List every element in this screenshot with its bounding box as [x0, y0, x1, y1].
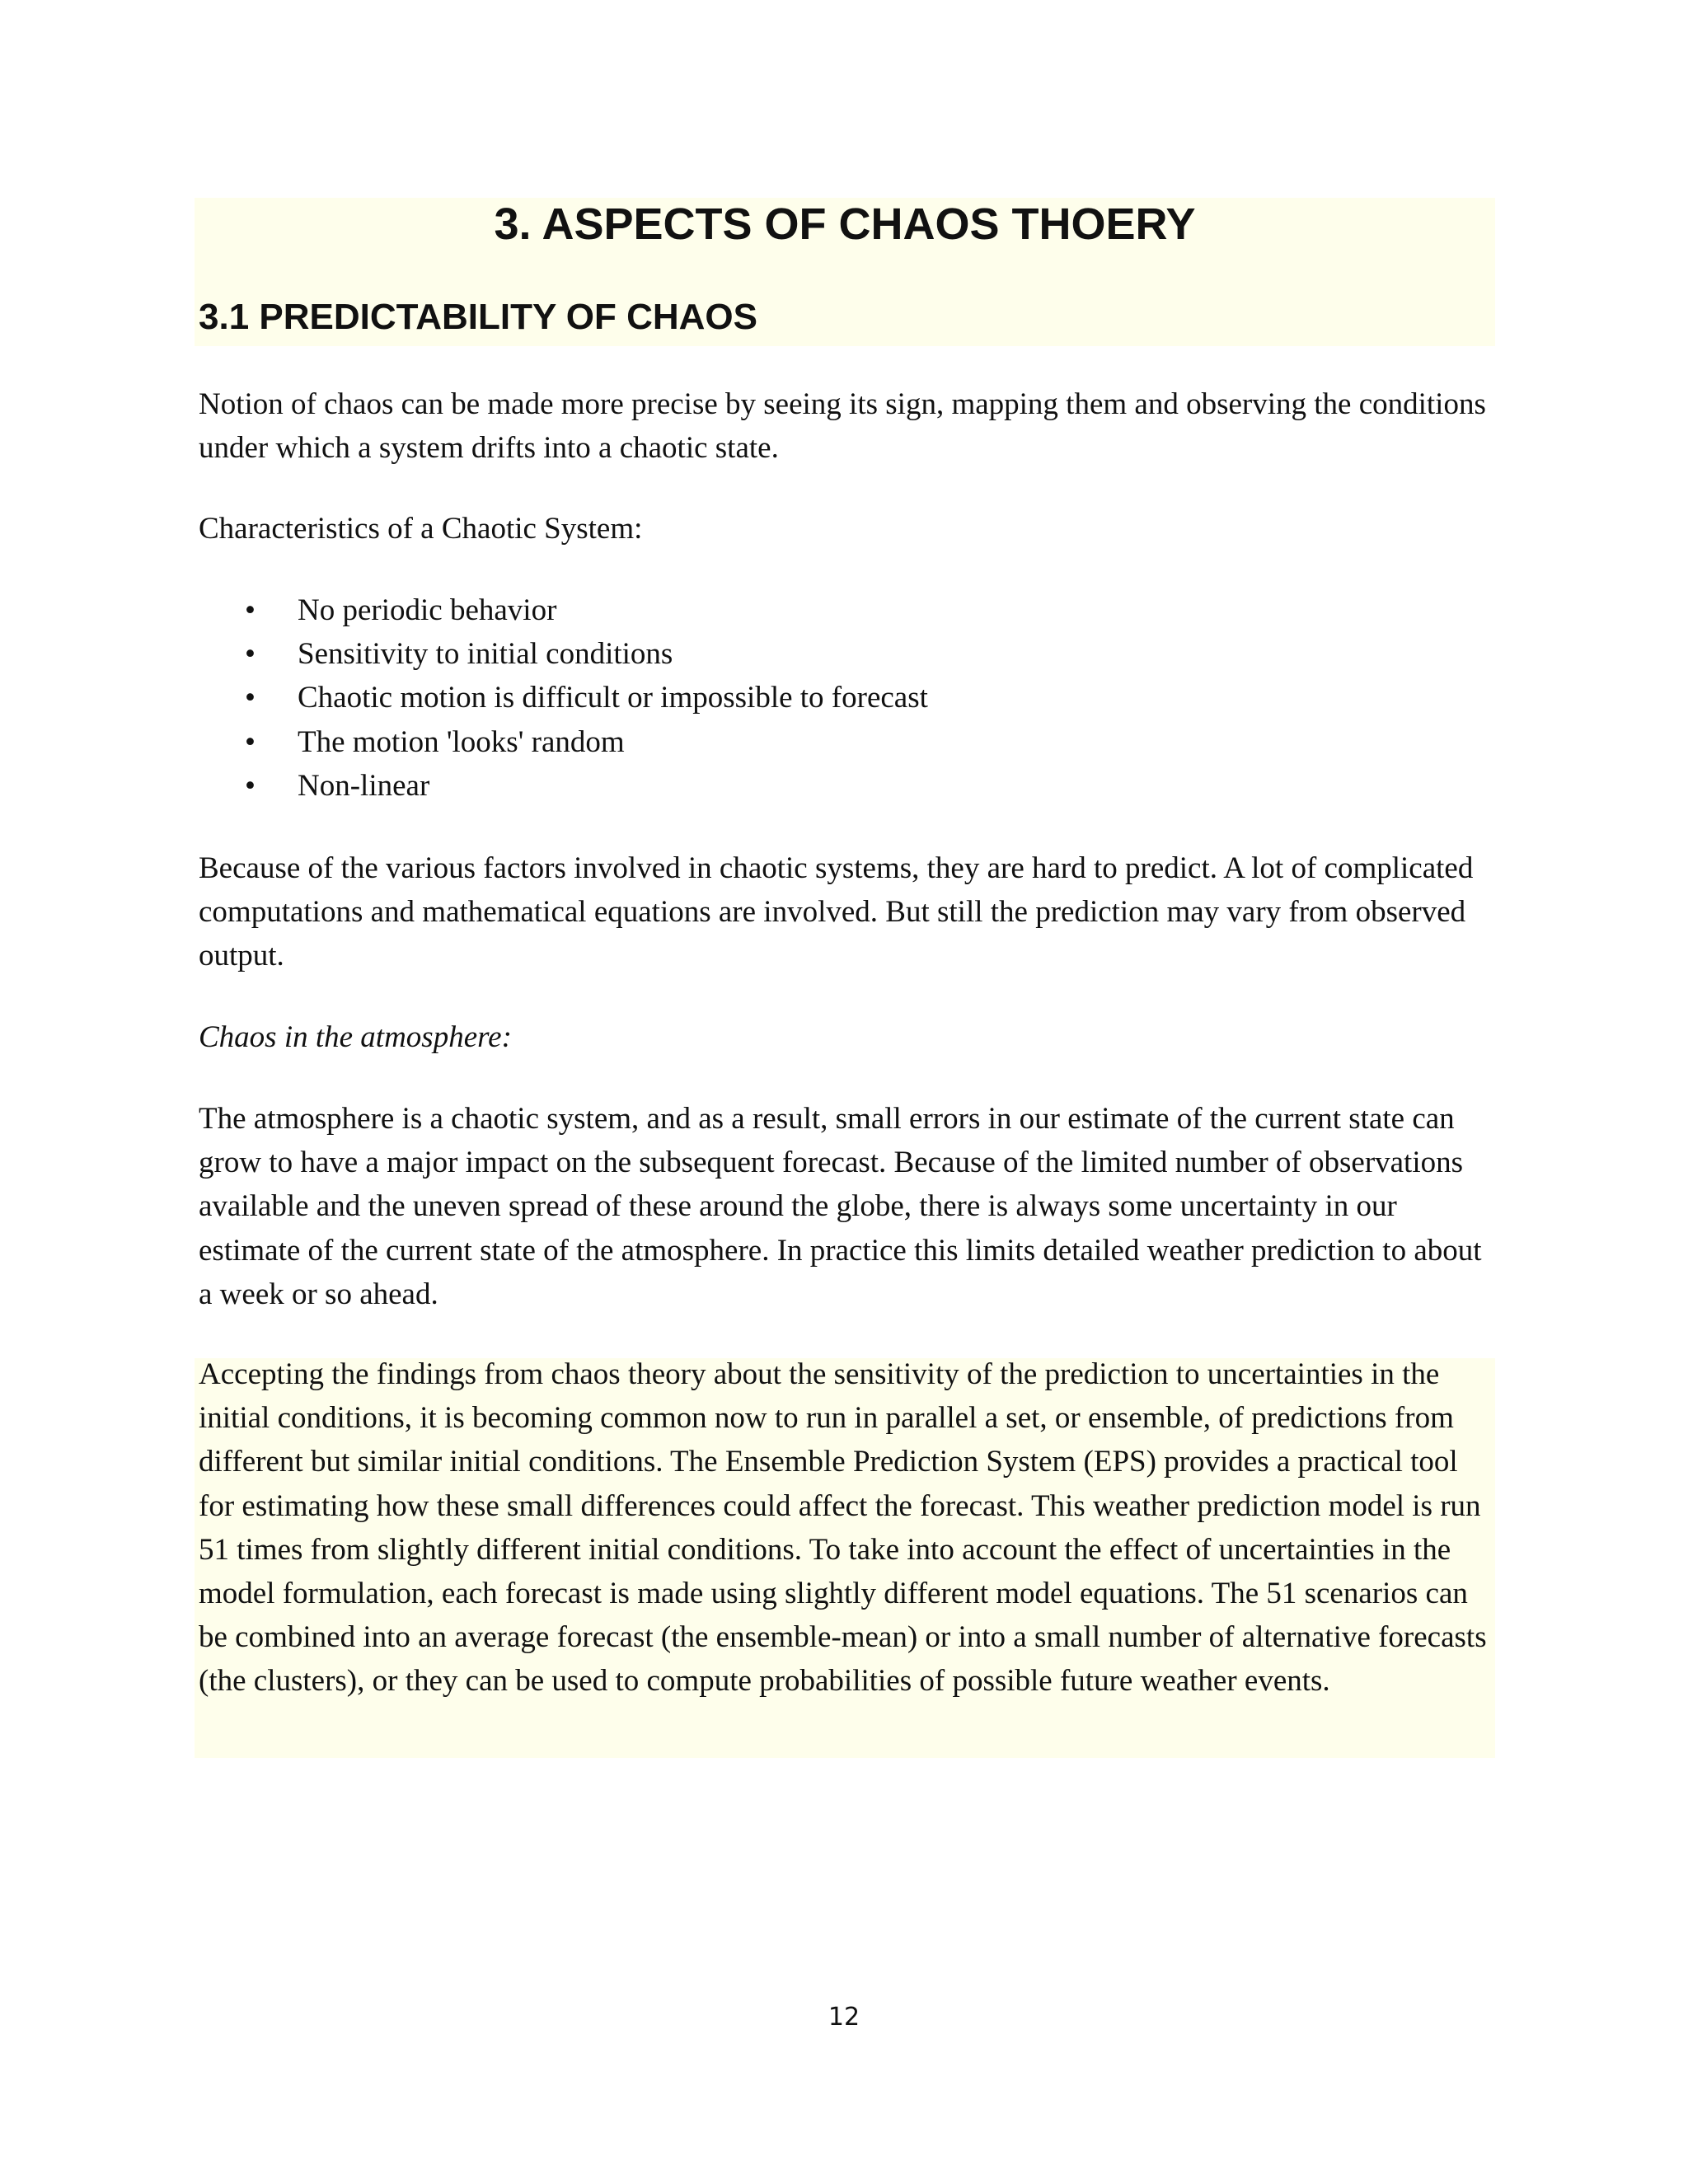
list-item [199, 764, 1501, 808]
characteristics-list [199, 588, 1501, 808]
section-title: 3.1 PREDICTABILITY OF CHAOS [199, 297, 758, 337]
list-item [199, 588, 1501, 632]
list-item-text: Chaotic motion is difficult or impossible to forecast [298, 681, 928, 715]
atmosphere-paragraph: The atmosphere is a chaotic system, and as a result, small errors in our estimate of the current state can grow to have a major impact on the subsequent forecast. Because of the limited number of observations available and the uneven spread of these around the globe, there is always some uncertainty in our estimate of the current state of the atmosphere. In practice this limits detailed weather prediction to about a week or so ahead. [199, 1102, 1482, 1311]
intro-paragraph: Notion of chaos can be made more precise by seeing its sign, mapping them and observing the conditions under which a system drifts into a chaotic state. [199, 387, 1486, 466]
list-item [199, 632, 1501, 676]
atmosphere-subheading: Chaos in the atmosphere: [199, 1020, 512, 1054]
bullet-icon: • [245, 681, 256, 715]
bullet-icon: • [245, 593, 256, 627]
characteristics-heading: Characteristics of a Chaotic System: [199, 512, 643, 546]
prediction-paragraph: Because of the various factors involved in chaotic systems, they are hard to predict. A lot of complicated computations and mathematical equations are involved. But still the prediction may vary from observed output. [199, 851, 1474, 973]
list-item-text: Sensitivity to initial conditions [298, 637, 673, 672]
list-item [199, 676, 1501, 719]
list-item-text: No periodic behavior [298, 593, 557, 627]
list-item [199, 720, 1501, 764]
chapter-title: 3. ASPECTS OF CHAOS THOERY [494, 199, 1196, 249]
bullet-icon: • [245, 637, 256, 672]
ensemble-paragraph: Accepting the findings from chaos theory about the sensitivity of the prediction to uncertainties in the initial conditions, it is becoming common now to run in parallel a set, or ensemble, of predictions from different but similar initial conditions. The Ensemble Prediction System (EPS) provides a practical tool for estimating how these small differences could affect the forecast. This weather prediction model is run 51 times from slightly different initial conditions. To take into account the effect of uncertainties in the model formulation, each forecast is made using slightly different model equations. The 51 scenarios can be combined into an average forecast (the ensemble-mean) or into a small number of alternative forecasts (the clusters), or they can be used to compute probabilities of possible future weather events. [199, 1357, 1487, 1699]
bullet-icon: • [245, 768, 256, 803]
page-number: 12 [828, 2003, 860, 2032]
list-item-text: Non-linear [298, 768, 430, 803]
list-item-text: The motion 'looks' random [298, 724, 625, 759]
bullet-icon: • [245, 724, 256, 759]
